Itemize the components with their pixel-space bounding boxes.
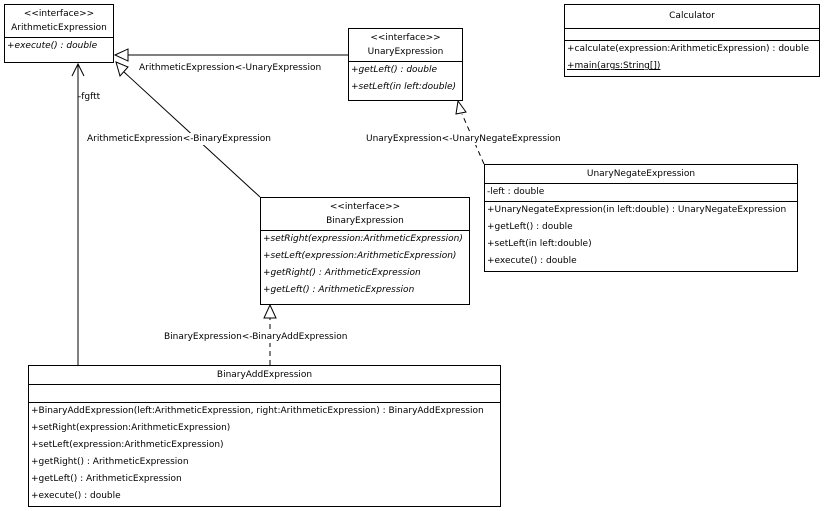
attributes-section — [485, 184, 797, 202]
class-header — [261, 198, 469, 231]
method: +setLeft(in left:double) — [487, 239, 592, 249]
class-name: UnaryExpression — [367, 47, 444, 57]
method: +setLeft(expression:ArithmeticExpression) — [263, 251, 457, 261]
methods-section — [485, 202, 797, 270]
method: +UnaryNegateExpression(in left:double) : UnaryNegateExpression — [487, 205, 787, 215]
methods-section — [349, 62, 462, 96]
method: +getLeft() : double — [487, 222, 573, 232]
method: +setLeft(in left:double) — [351, 82, 457, 92]
method: +execute() : double — [31, 491, 121, 501]
method: +BinaryAddExpression(left:ArithmeticExpression, right:ArithmeticExpression) : BinaryAddExpression — [31, 406, 484, 416]
attribute: -left : double — [487, 187, 545, 197]
class-header — [565, 5, 819, 29]
methods-section — [5, 38, 113, 55]
class-name: BinaryAddExpression — [216, 370, 313, 380]
label-binary-to-arithmetic: ArithmeticExpression<-BinaryExpression — [87, 134, 271, 144]
attributes-section — [565, 29, 819, 41]
stereotype-label: <<interface>> — [23, 9, 95, 19]
class-name: UnaryNegateExpression — [586, 169, 696, 179]
method: +getLeft() : ArithmeticExpression — [31, 474, 182, 484]
method: +getLeft() : ArithmeticExpression — [263, 285, 415, 295]
class-binary-add-expression[interactable] — [28, 365, 501, 507]
methods-section — [261, 231, 469, 299]
method: +execute() : double — [487, 256, 577, 266]
method: +main(args:String[]) — [567, 61, 661, 71]
add-realization-arrowhead — [264, 305, 276, 318]
class-unary-expression[interactable] — [348, 28, 463, 101]
label-add-to-binary: BinaryExpression<-BinaryAddExpression — [164, 332, 348, 342]
label-unary-to-arithmetic: ArithmeticExpression<-UnaryExpression — [139, 63, 322, 73]
class-header — [485, 165, 797, 184]
attributes-section — [29, 385, 500, 403]
negate-realization-arrowhead — [456, 101, 466, 114]
method: +getLeft() : double — [351, 65, 438, 75]
method: +setRight(expression:ArithmeticExpression) — [263, 234, 463, 244]
class-header — [5, 5, 113, 38]
methods-section — [565, 41, 819, 75]
method: +getRight() : ArithmeticExpression — [263, 268, 421, 278]
method: +calculate(expression:ArithmeticExpression) : double — [567, 44, 809, 54]
class-name: ArithmeticExpression — [11, 23, 107, 33]
stereotype-label: <<interface>> — [329, 202, 401, 212]
class-name: BinaryExpression — [326, 216, 404, 226]
class-arithmetic-expression[interactable] — [4, 4, 114, 63]
unary-generalization-arrowhead — [115, 49, 128, 61]
method: +setRight(expression:ArithmeticExpression) — [31, 423, 231, 433]
method: +getRight() : ArithmeticExpression — [31, 457, 189, 467]
class-header — [349, 29, 462, 62]
class-header — [29, 366, 500, 385]
label-add-to-arithmetic: -fgftt — [78, 92, 101, 102]
class-unary-negate-expression[interactable] — [484, 164, 798, 272]
class-calculator[interactable] — [564, 4, 820, 77]
methods-section — [29, 403, 500, 505]
class-name: Calculator — [669, 11, 715, 21]
method: +execute() : double — [7, 41, 98, 51]
label-negate-to-unary: UnaryExpression<-UnaryNegateExpression — [366, 134, 561, 144]
method: +setLeft(expression:ArithmeticExpression) — [31, 440, 224, 450]
stereotype-label: <<interface>> — [370, 33, 441, 43]
class-binary-expression[interactable] — [260, 197, 470, 305]
